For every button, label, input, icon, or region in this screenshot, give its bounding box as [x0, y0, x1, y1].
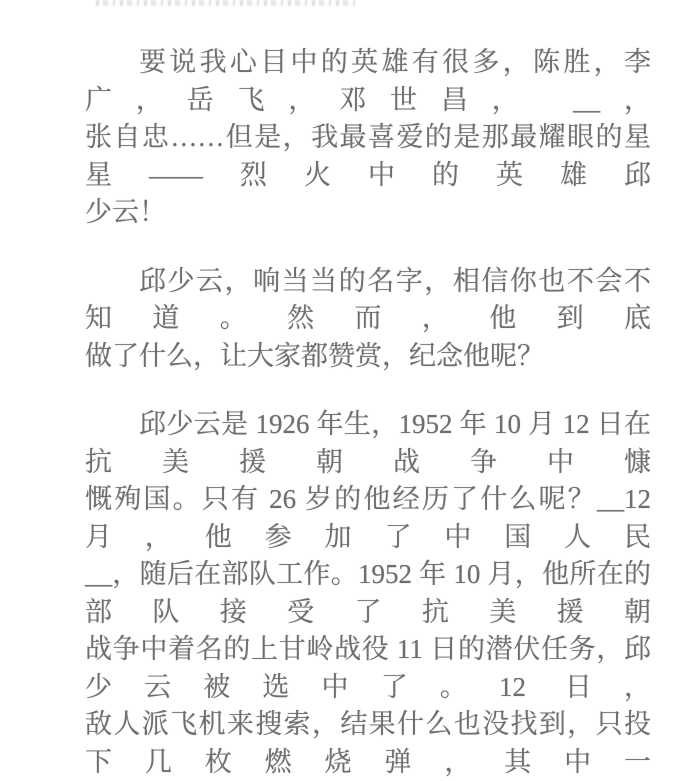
document-body	[85, 44, 651, 781]
paragraph	[85, 44, 651, 232]
text-line: 邱少云，响当当的名字，相信你也不会不知道。然而，他到底	[85, 265, 651, 333]
text-line: 做了什么，让大家都赞赏，纪念他呢？	[85, 340, 544, 371]
text-line: 邱少云是 1926 年生，1952 年 10 月 12 日在抗美援朝战争中慷	[85, 409, 651, 477]
text-line: 少云！	[85, 197, 166, 227]
clipped-title-fragment	[96, 0, 358, 6]
text-line: 战争中着名的上甘岭战役 11 日的潜伏任务，邱少云被选中了。12 日，	[85, 634, 651, 702]
text-line: __，随后在部队工作。1952 年 10 月，他所在的部队接受了抗美援朝	[85, 559, 651, 627]
text-line: 要说我心目中的英雄有很多，陈胜，李广，岳飞，邓世昌， __，	[85, 47, 651, 115]
text-line: 慨殉国。只有 26 岁的他经历了什么呢？__12 月，他参加了中国人民	[85, 484, 651, 552]
text-line: 敌人派飞机来搜索，结果什么也没找到，只投下几枚燃烧弹，其中一	[85, 709, 651, 777]
paragraph	[85, 263, 651, 376]
paragraph	[85, 406, 651, 781]
text-line: 张自忠……但是，我最喜爱的是那最耀眼的星星——烈火中的英雄邱	[85, 122, 651, 190]
